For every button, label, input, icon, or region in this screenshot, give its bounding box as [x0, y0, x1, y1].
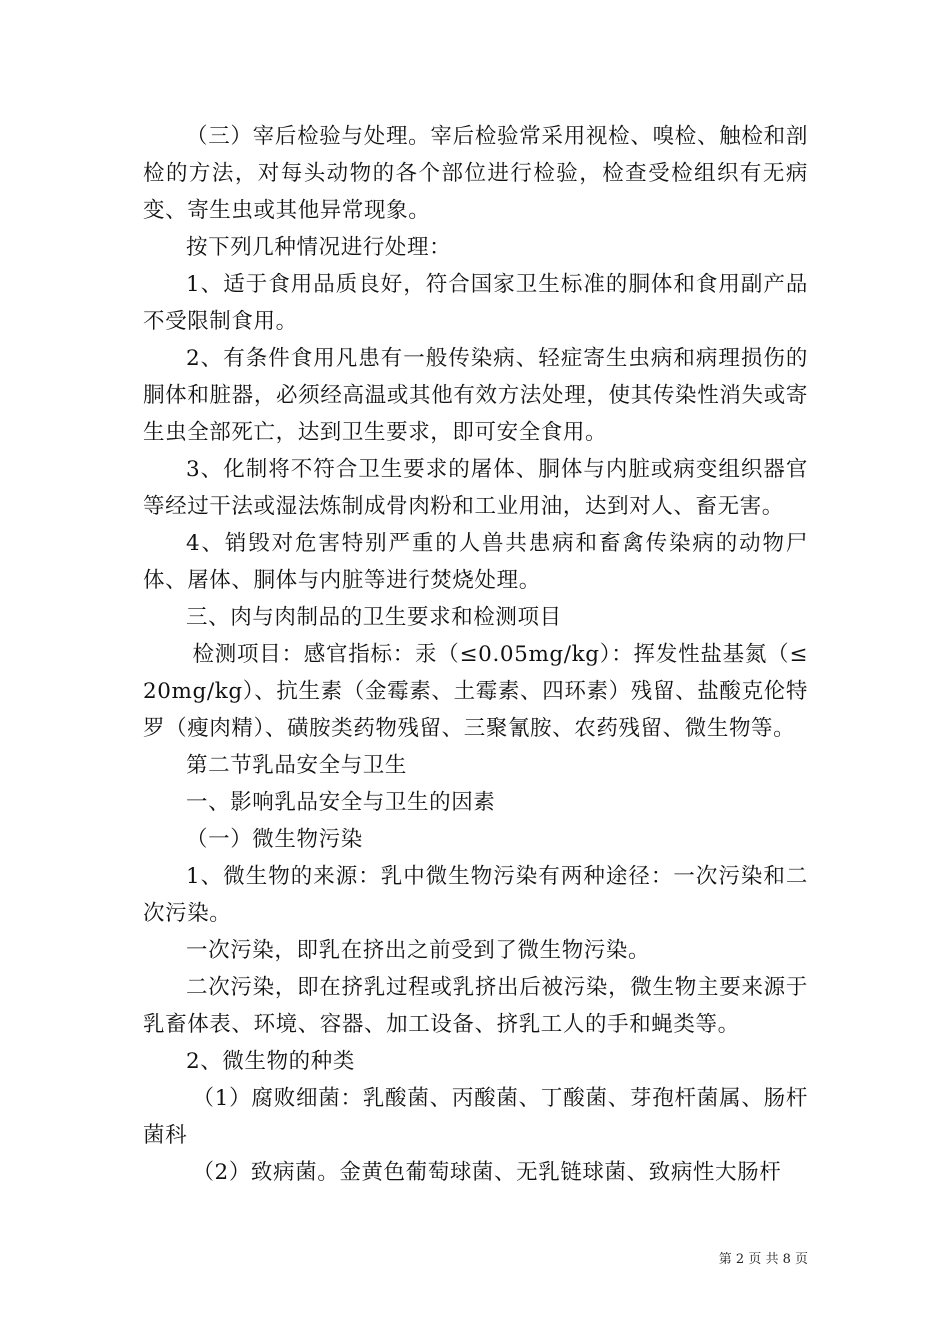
paragraph-item-1: 1、适于食用品质良好，符合国家卫生标准的胴体和食用副产品不受限制食用。: [143, 272, 808, 334]
page-number-footer: 第 2 页 共 8 页: [718, 1252, 808, 1267]
paragraph-secondary-contamination: 二次污染，即在挤乳过程或乳挤出后被污染，微生物主要来源于乳畜体表、环境、容器、加工设备、挤乳工人的手和蝇类等。: [143, 975, 808, 1037]
paragraph-microbial-types: 2、微生物的种类: [186, 1049, 355, 1074]
paragraph-handling-intro: 按下列几种情况进行处理：: [186, 235, 452, 260]
paragraph-item-3: 3、化制将不符合卫生要求的屠体、胴体与内脏或病变组织器官等经过干法或湿法炼制成骨肉粉和工业用油，达到对人、畜无害。: [143, 457, 808, 519]
section-heading-meat-requirements: 三、肉与肉制品的卫生要求和检测项目: [186, 605, 562, 630]
chapter-heading-dairy: 第二节乳品安全与卫生: [186, 753, 408, 778]
paragraph-pathogens: （2）致病菌。金黄色葡萄球菌、无乳链球菌、致病性大肠杆: [192, 1160, 782, 1185]
paragraph-item-2: 2、有条件食用凡患有一般传染病、轻症寄生虫病和病理损伤的胴体和脏器，必须经高温或其他有效方法处理，使其传染性消失或寄生虫全部死亡，达到卫生要求，即可安全食用。: [143, 346, 808, 445]
paragraph-slaughter-inspection: （三）宰后检验与处理。宰后检验常采用视检、嗅检、触检和剖检的方法，对每头动物的各个部位进行检验，检查受检组织有无病变、寄生虫或其他异常现象。: [143, 124, 808, 223]
paragraph-primary-contamination: 一次污染，即乳在挤出之前受到了微生物污染。: [186, 938, 651, 963]
paragraph-microbial-sources: 1、微生物的来源：乳中微生物污染有两种途径：一次污染和二次污染。: [143, 864, 808, 926]
section-heading-dairy-factors: 一、影响乳品安全与卫生的因素: [186, 790, 496, 815]
subsection-heading-microbial: （一）微生物污染: [186, 827, 363, 852]
paragraph-test-items: 检测项目：感官指标：汞（≤0.05mg/kg）：挥发性盐基氮（≤20mg/kg）、抗生素（金霉素、土霉素、四环素）残留、盐酸克伦特罗（瘦肉精）、磺胺类药物残留、三聚氰胺、农药残留、微生物等。: [143, 642, 808, 741]
paragraph-spoilage-bacteria: （1）腐败细菌：乳酸菌、丙酸菌、丁酸菌、芽孢杆菌属、肠杆菌科: [143, 1086, 808, 1148]
document-body: [143, 118, 808, 1191]
paragraph-item-4: 4、销毁对危害特别严重的人兽共患病和畜禽传染病的动物尸体、屠体、胴体与内脏等进行焚烧处理。: [143, 531, 808, 593]
